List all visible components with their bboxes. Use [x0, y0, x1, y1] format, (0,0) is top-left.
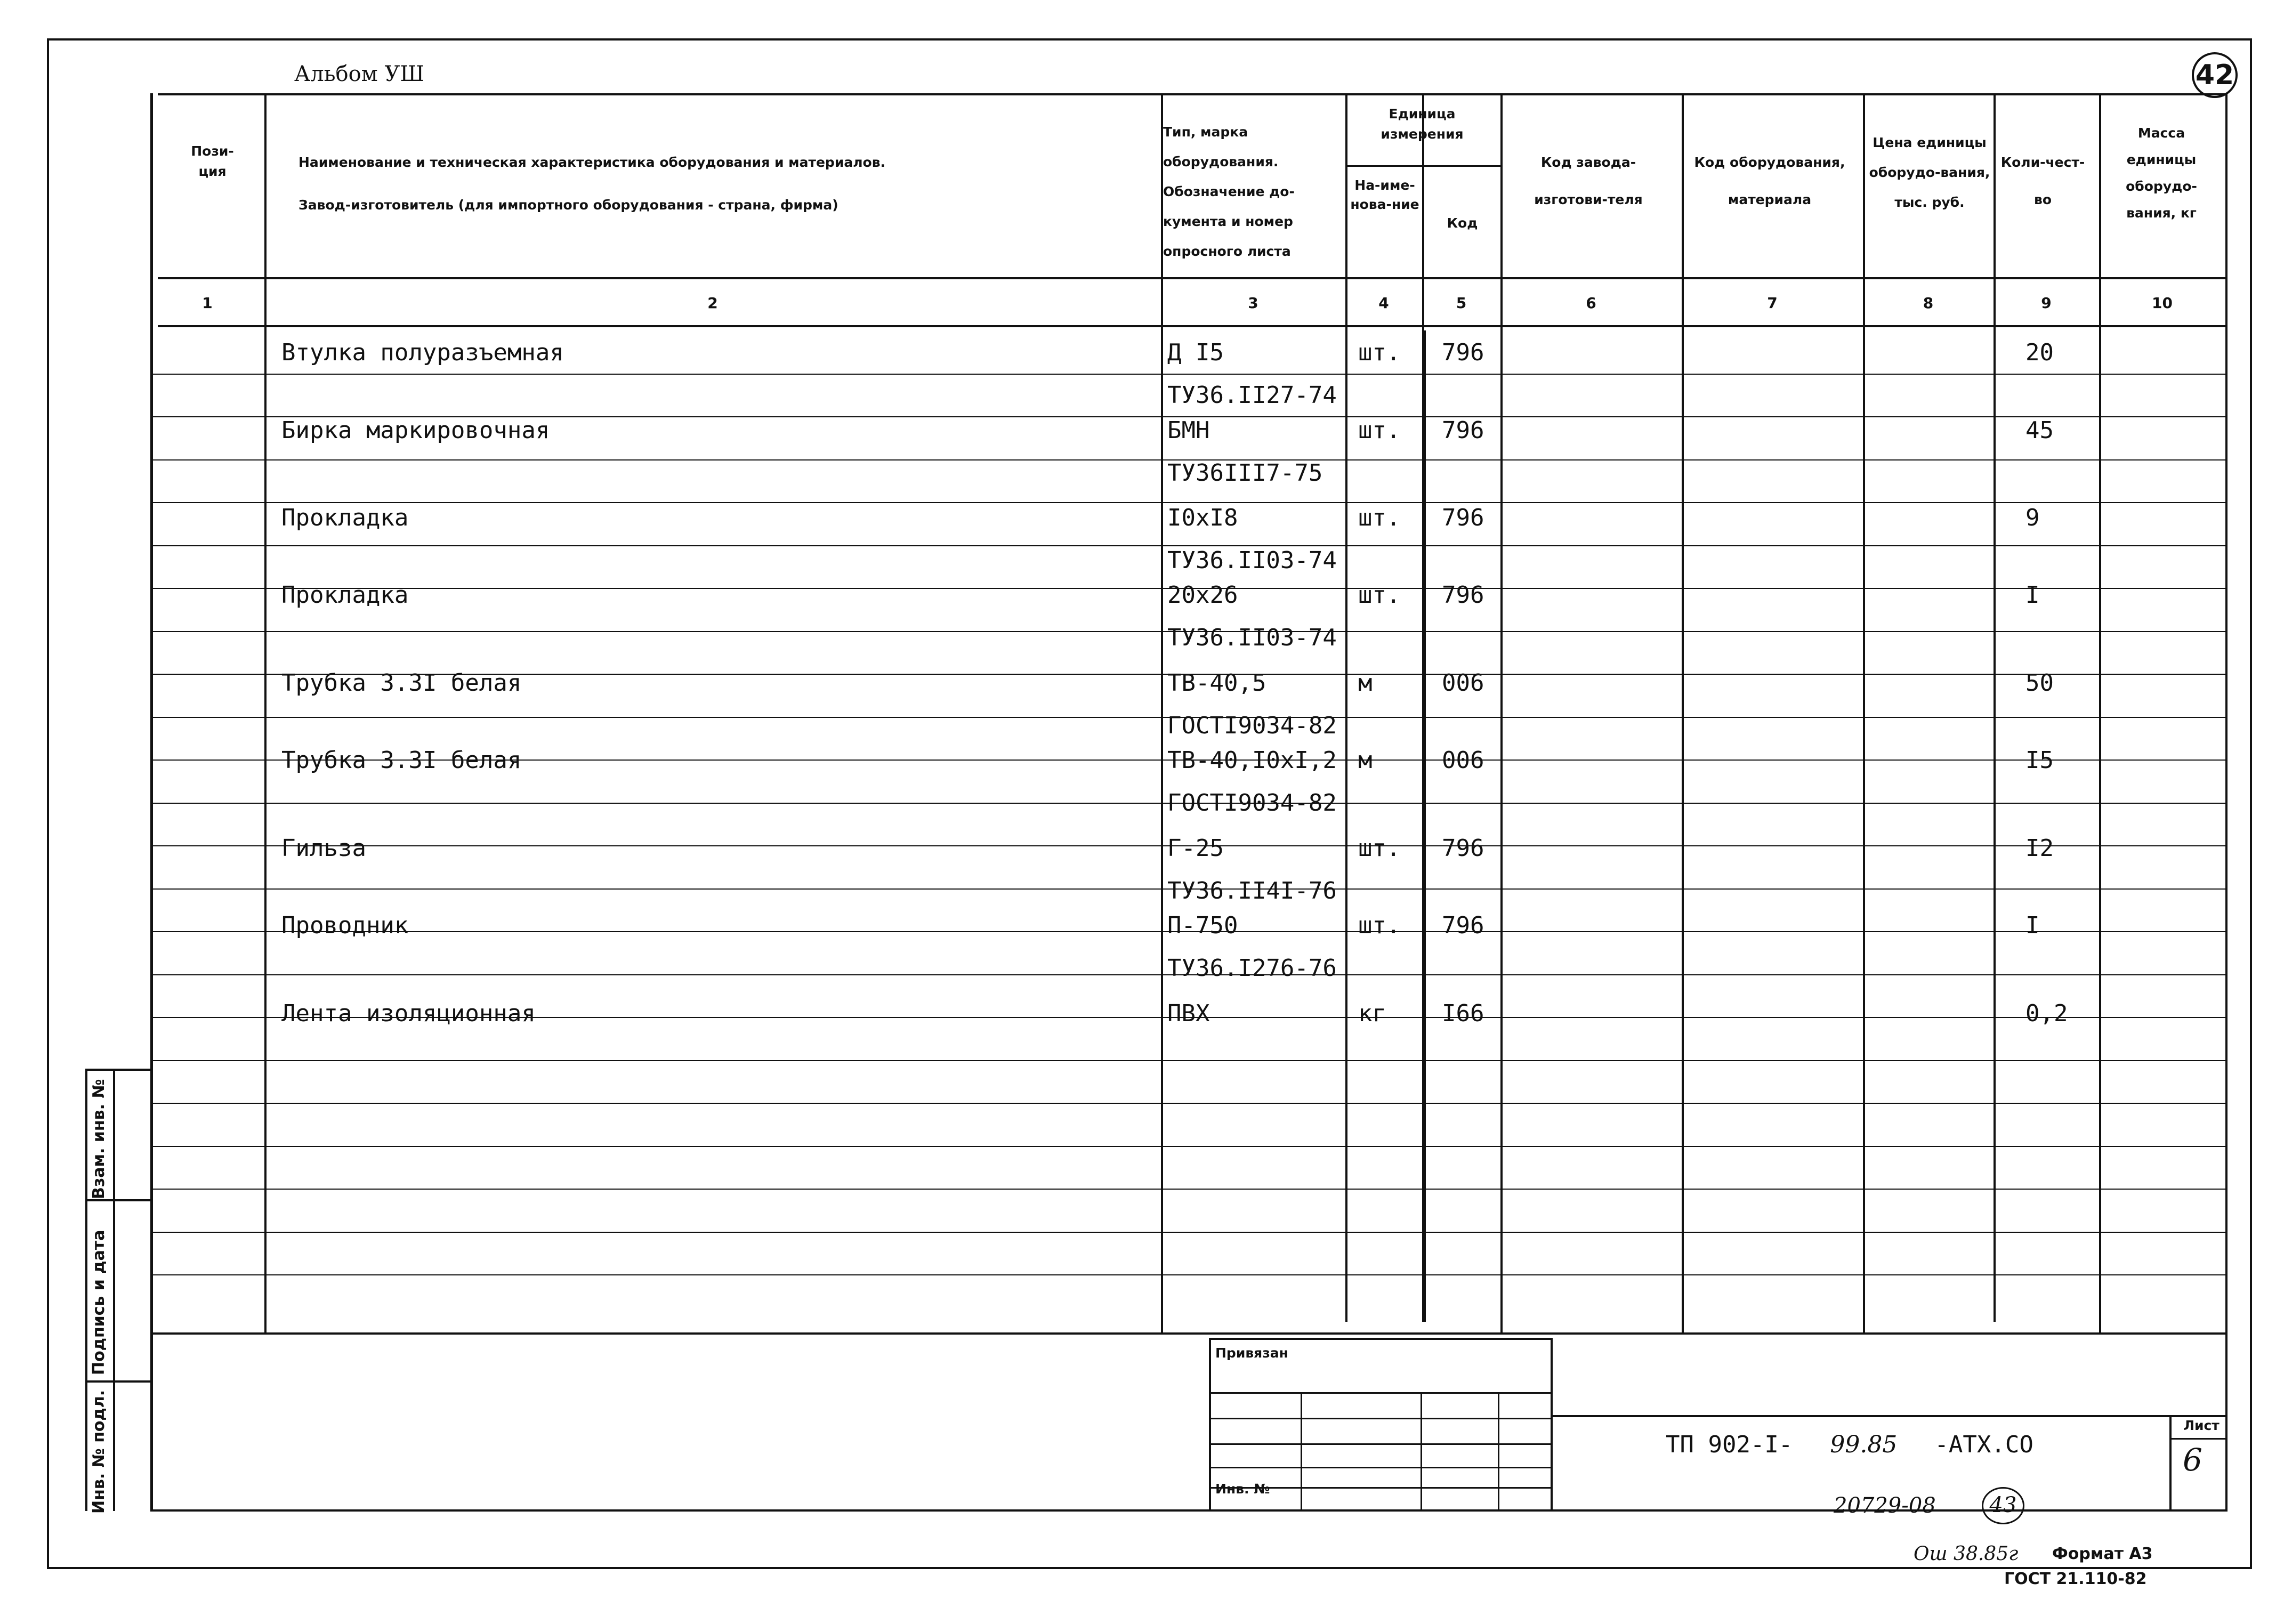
footer-number: 20729-08: [1834, 1493, 1936, 1518]
album-title: Альбом УШ: [294, 62, 425, 86]
stamp-inv-no: Инв. №: [1215, 1481, 1270, 1497]
side-box-d2: [85, 1380, 152, 1383]
stamp-row-3: [1209, 1443, 1553, 1445]
header-col-8: Цена единицы оборудо-вания, тыс. руб.: [1869, 135, 1990, 210]
side-box-top: [85, 1069, 152, 1071]
table-right: [2225, 93, 2228, 1511]
item-type: Г-25: [1167, 835, 1224, 862]
item-code: I66: [1442, 1000, 1484, 1027]
side-label-inv: Инв. № подл.: [90, 1389, 108, 1514]
item-type: Д I5: [1167, 339, 1224, 366]
item-name: Трубка 3.3I белая: [281, 669, 522, 697]
sheet-number: 6: [2183, 1442, 2202, 1478]
footer-initials: Ош 38.85г: [1914, 1543, 2019, 1565]
item-code: 796: [1442, 417, 1484, 444]
footer-circled-text: 43: [1989, 1493, 2017, 1517]
header-col-5: Код: [1447, 215, 1478, 231]
item-type: П-750: [1167, 912, 1238, 939]
header-col-9: Коли-чест-во: [2000, 155, 2085, 207]
column-number: 10: [2152, 294, 2173, 312]
stamp-row-1: [1209, 1392, 1553, 1394]
frame-bottom: [47, 1567, 2252, 1569]
item-doc: ТУ36.II03-74: [1167, 547, 1337, 574]
frame-top: [47, 38, 2252, 41]
column-number: 5: [1456, 294, 1467, 312]
side-box-mid: [113, 1069, 115, 1511]
item-name: Трубка 3.3I белая: [281, 747, 522, 774]
sheet-box-mid: [2169, 1438, 2228, 1440]
item-code: 796: [1442, 912, 1484, 939]
item-type: ПВХ: [1167, 1000, 1210, 1027]
designation: [1666, 1431, 2033, 1458]
side-label-podpis: Подпись и дата: [90, 1230, 108, 1375]
item-unit: м: [1358, 747, 1373, 774]
header-divider: [158, 325, 2225, 327]
header-col-10: Масса единицы оборудо-вания, кг: [2126, 125, 2197, 221]
item-name: Прокладка: [281, 504, 409, 531]
header-col-1: Пози- ция: [191, 143, 234, 179]
header-col-2: Наименование и техническая характеристика оборудования и материалов. Завод-изготовитель (для импортного оборудования - страна, фирма): [298, 155, 886, 213]
frame-right: [2250, 38, 2252, 1569]
body-bottom: [152, 1332, 2225, 1335]
item-doc: ГОСТI9034-82: [1167, 789, 1337, 817]
footer-format: Формат А3: [2052, 1545, 2153, 1563]
column-number: 3: [1248, 294, 1258, 312]
designation-number: 99.85: [1830, 1431, 1898, 1458]
stamp-box-top: [1209, 1338, 1553, 1340]
stamp-box-left: [1209, 1338, 1211, 1511]
column-number: 9: [2041, 294, 2052, 312]
item-code: 006: [1442, 669, 1484, 697]
frame-left: [47, 38, 49, 1569]
item-qty: I2: [2025, 835, 2054, 862]
item-name: Гильза: [281, 835, 366, 862]
side-box-left: [85, 1069, 87, 1511]
item-type: 20x26: [1167, 581, 1238, 609]
stamp-col-2: [1421, 1392, 1422, 1509]
corner-number: [2192, 52, 2238, 98]
units-group-divider: [1345, 165, 1500, 167]
item-code: 796: [1442, 581, 1484, 609]
stamp-col-3: [1498, 1392, 1499, 1509]
column-number: 1: [202, 294, 213, 312]
code-column-border: [1422, 330, 1426, 1322]
side-label-vzam: Взам. инв. №: [90, 1079, 108, 1199]
header-divider: [158, 277, 2225, 279]
stamp-col-1: [1301, 1392, 1302, 1509]
item-qty: I: [2025, 581, 2040, 609]
item-doc: ТУ36.II4I-76: [1167, 877, 1337, 904]
item-qty: 9: [2025, 504, 2040, 531]
header-col-4: На-име-нова-ние: [1350, 177, 1419, 212]
item-unit: кг: [1358, 1000, 1386, 1027]
item-unit: шт.: [1358, 835, 1401, 862]
item-name: Втулка полуразъемная: [281, 339, 564, 366]
row-divider: [152, 545, 2225, 546]
row-divider: [152, 1189, 2225, 1190]
item-name: Лента изоляционная: [281, 1000, 536, 1027]
item-qty: 0,2: [2025, 1000, 2068, 1027]
designation-prefix: ТП 902-I-: [1666, 1431, 1793, 1458]
item-code: 796: [1442, 835, 1484, 862]
row-divider: [152, 1146, 2225, 1147]
item-unit: шт.: [1358, 339, 1401, 366]
footer-circled: [1982, 1487, 2024, 1524]
sheet-box-left: [2169, 1415, 2172, 1511]
item-qty: 50: [2025, 669, 2054, 697]
item-qty: 45: [2025, 417, 2054, 444]
title-block-top: [1553, 1415, 2228, 1417]
header-col-3: Тип, марка оборудования. Обозначение до-кумента и номер опросного листа: [1163, 124, 1295, 259]
row-divider: [152, 374, 2225, 375]
item-name: Бирка маркировочная: [281, 417, 550, 444]
item-doc: ТУ36III7-75: [1167, 459, 1323, 487]
item-code: 796: [1442, 504, 1484, 531]
column-number: 6: [1586, 294, 1596, 312]
stamp-row-2: [1209, 1418, 1553, 1419]
stamp-privyazan: Привязан: [1215, 1345, 1288, 1361]
item-doc: ГОСТI9034-82: [1167, 712, 1337, 739]
item-unit: шт.: [1358, 417, 1401, 444]
row-divider: [152, 1274, 2225, 1275]
row-divider: [152, 1060, 2225, 1061]
sheet-label: Лист: [2183, 1418, 2220, 1433]
column-number: 4: [1378, 294, 1389, 312]
item-code: 006: [1442, 747, 1484, 774]
footer-gost: ГОСТ 21.110-82: [2004, 1570, 2147, 1588]
header-col-7: Код оборудования, материала: [1694, 155, 1845, 207]
item-doc: ТУ36.II27-74: [1167, 382, 1337, 409]
header-units-group: Единица измерения: [1381, 106, 1464, 142]
row-divider: [152, 1103, 2225, 1104]
item-code: 796: [1442, 339, 1484, 366]
corner-number-text: 42: [2195, 59, 2234, 91]
stamp-row-4: [1209, 1467, 1553, 1468]
item-qty: I: [2025, 912, 2040, 939]
item-unit: шт.: [1358, 912, 1401, 939]
item-qty: 20: [2025, 339, 2054, 366]
table-top: [158, 93, 2227, 95]
side-box-d1: [85, 1199, 152, 1201]
item-qty: I5: [2025, 747, 2054, 774]
row-divider: [152, 502, 2225, 503]
item-name: Проводник: [281, 912, 409, 939]
header-col-6: Код завода-изготови-теля: [1534, 155, 1643, 207]
column-number: 8: [1923, 294, 1934, 312]
item-doc: ТУ36.I276-76: [1167, 955, 1337, 982]
item-type: ТВ-40,5: [1167, 669, 1266, 697]
item-unit: м: [1358, 669, 1373, 697]
item-unit: шт.: [1358, 581, 1401, 609]
column-number: 7: [1767, 294, 1778, 312]
item-type: БМН: [1167, 417, 1210, 444]
item-name: Прокладка: [281, 581, 409, 609]
item-type: ТВ-40,I0xI,2: [1167, 747, 1337, 774]
item-type: I0xI8: [1167, 504, 1238, 531]
item-doc: ТУ36.II03-74: [1167, 624, 1337, 651]
item-unit: шт.: [1358, 504, 1401, 531]
designation-suffix: -АТХ.СО: [1934, 1431, 2033, 1458]
row-divider: [152, 1232, 2225, 1233]
stamp-box-right: [1551, 1338, 1553, 1511]
column-number: 2: [707, 294, 718, 312]
